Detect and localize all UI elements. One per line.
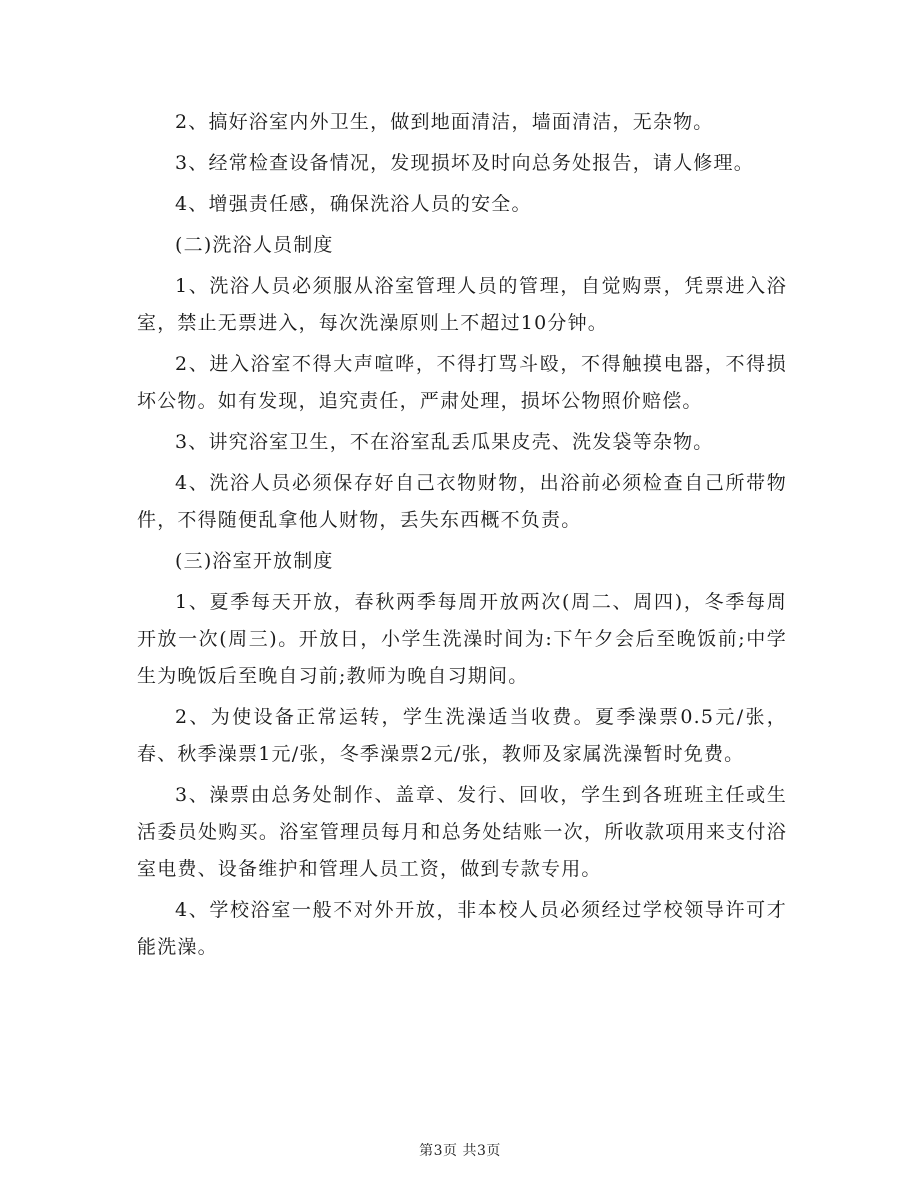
paragraph-opening-rule-4: 4、学校浴室一般不对外开放，非本校人员必须经过学校领导许可才能洗澡。 xyxy=(137,899,787,958)
paragraph-opening-rule-1: 1、夏季每天开放，春秋两季每周开放两次(周二、周四)，冬季每周开放一次(周三)。开放日，小学生洗澡时间为:下午夕会后至晚饭前;中学生为晚饭后至晚自习前;教师为晚自习期间。 xyxy=(137,591,787,687)
paragraph-safety: 4、增强责任感，确保洗浴人员的安全。 xyxy=(175,193,532,215)
paragraph-hygiene: 2、搞好浴室内外卫生，做到地面清洁，墙面清洁，无杂物。 xyxy=(175,111,714,133)
paragraph-bather-rule-3: 3、讲究浴室卫生，不在浴室乱丢瓜果皮壳、洗发袋等杂物。 xyxy=(175,431,714,453)
paragraph-equipment-check: 3、经常检查设备情况，发现损坏及时向总务处报告，请人修理。 xyxy=(175,152,754,174)
paragraph-bather-rule-4: 4、洗浴人员必须保存好自己衣物财物，出浴前必须检查自己所带物件，不得随便乱拿他人财物，丢失东西概不负责。 xyxy=(137,472,787,531)
section-heading-bather-rules: (二)洗浴人员制度 xyxy=(175,234,334,256)
page-number-footer: 第3页 共3页 xyxy=(419,1143,501,1159)
paragraph-opening-rule-3: 3、澡票由总务处制作、盖章、发行、回收，学生到各班班主任或生活委员处购买。浴室管理员每月和总务处结账一次，所收款项用来支付浴室电费、设备维护和管理人员工资，做到专款专用。 xyxy=(137,784,787,880)
paragraph-bather-rule-2: 2、进入浴室不得大声喧哗，不得打骂斗殴，不得触摸电器，不得损坏公物。如有发现，追究责任，严肃处理，损坏公物照价赔偿。 xyxy=(137,353,787,412)
section-heading-opening-rules: (三)浴室开放制度 xyxy=(175,550,334,572)
paragraph-opening-rule-2: 2、为使设备正常运转，学生洗澡适当收费。夏季澡票0.5元/张，春、秋季澡票1元/张，冬季澡票2元/张，教师及家属洗澡暂时免费。 xyxy=(137,706,787,765)
paragraph-bather-rule-1: 1、洗浴人员必须服从浴室管理人员的管理，自觉购票，凭票进入浴室，禁止无票进入，每次洗澡原则上不超过10分钟。 xyxy=(137,275,787,334)
document-body xyxy=(137,104,787,970)
